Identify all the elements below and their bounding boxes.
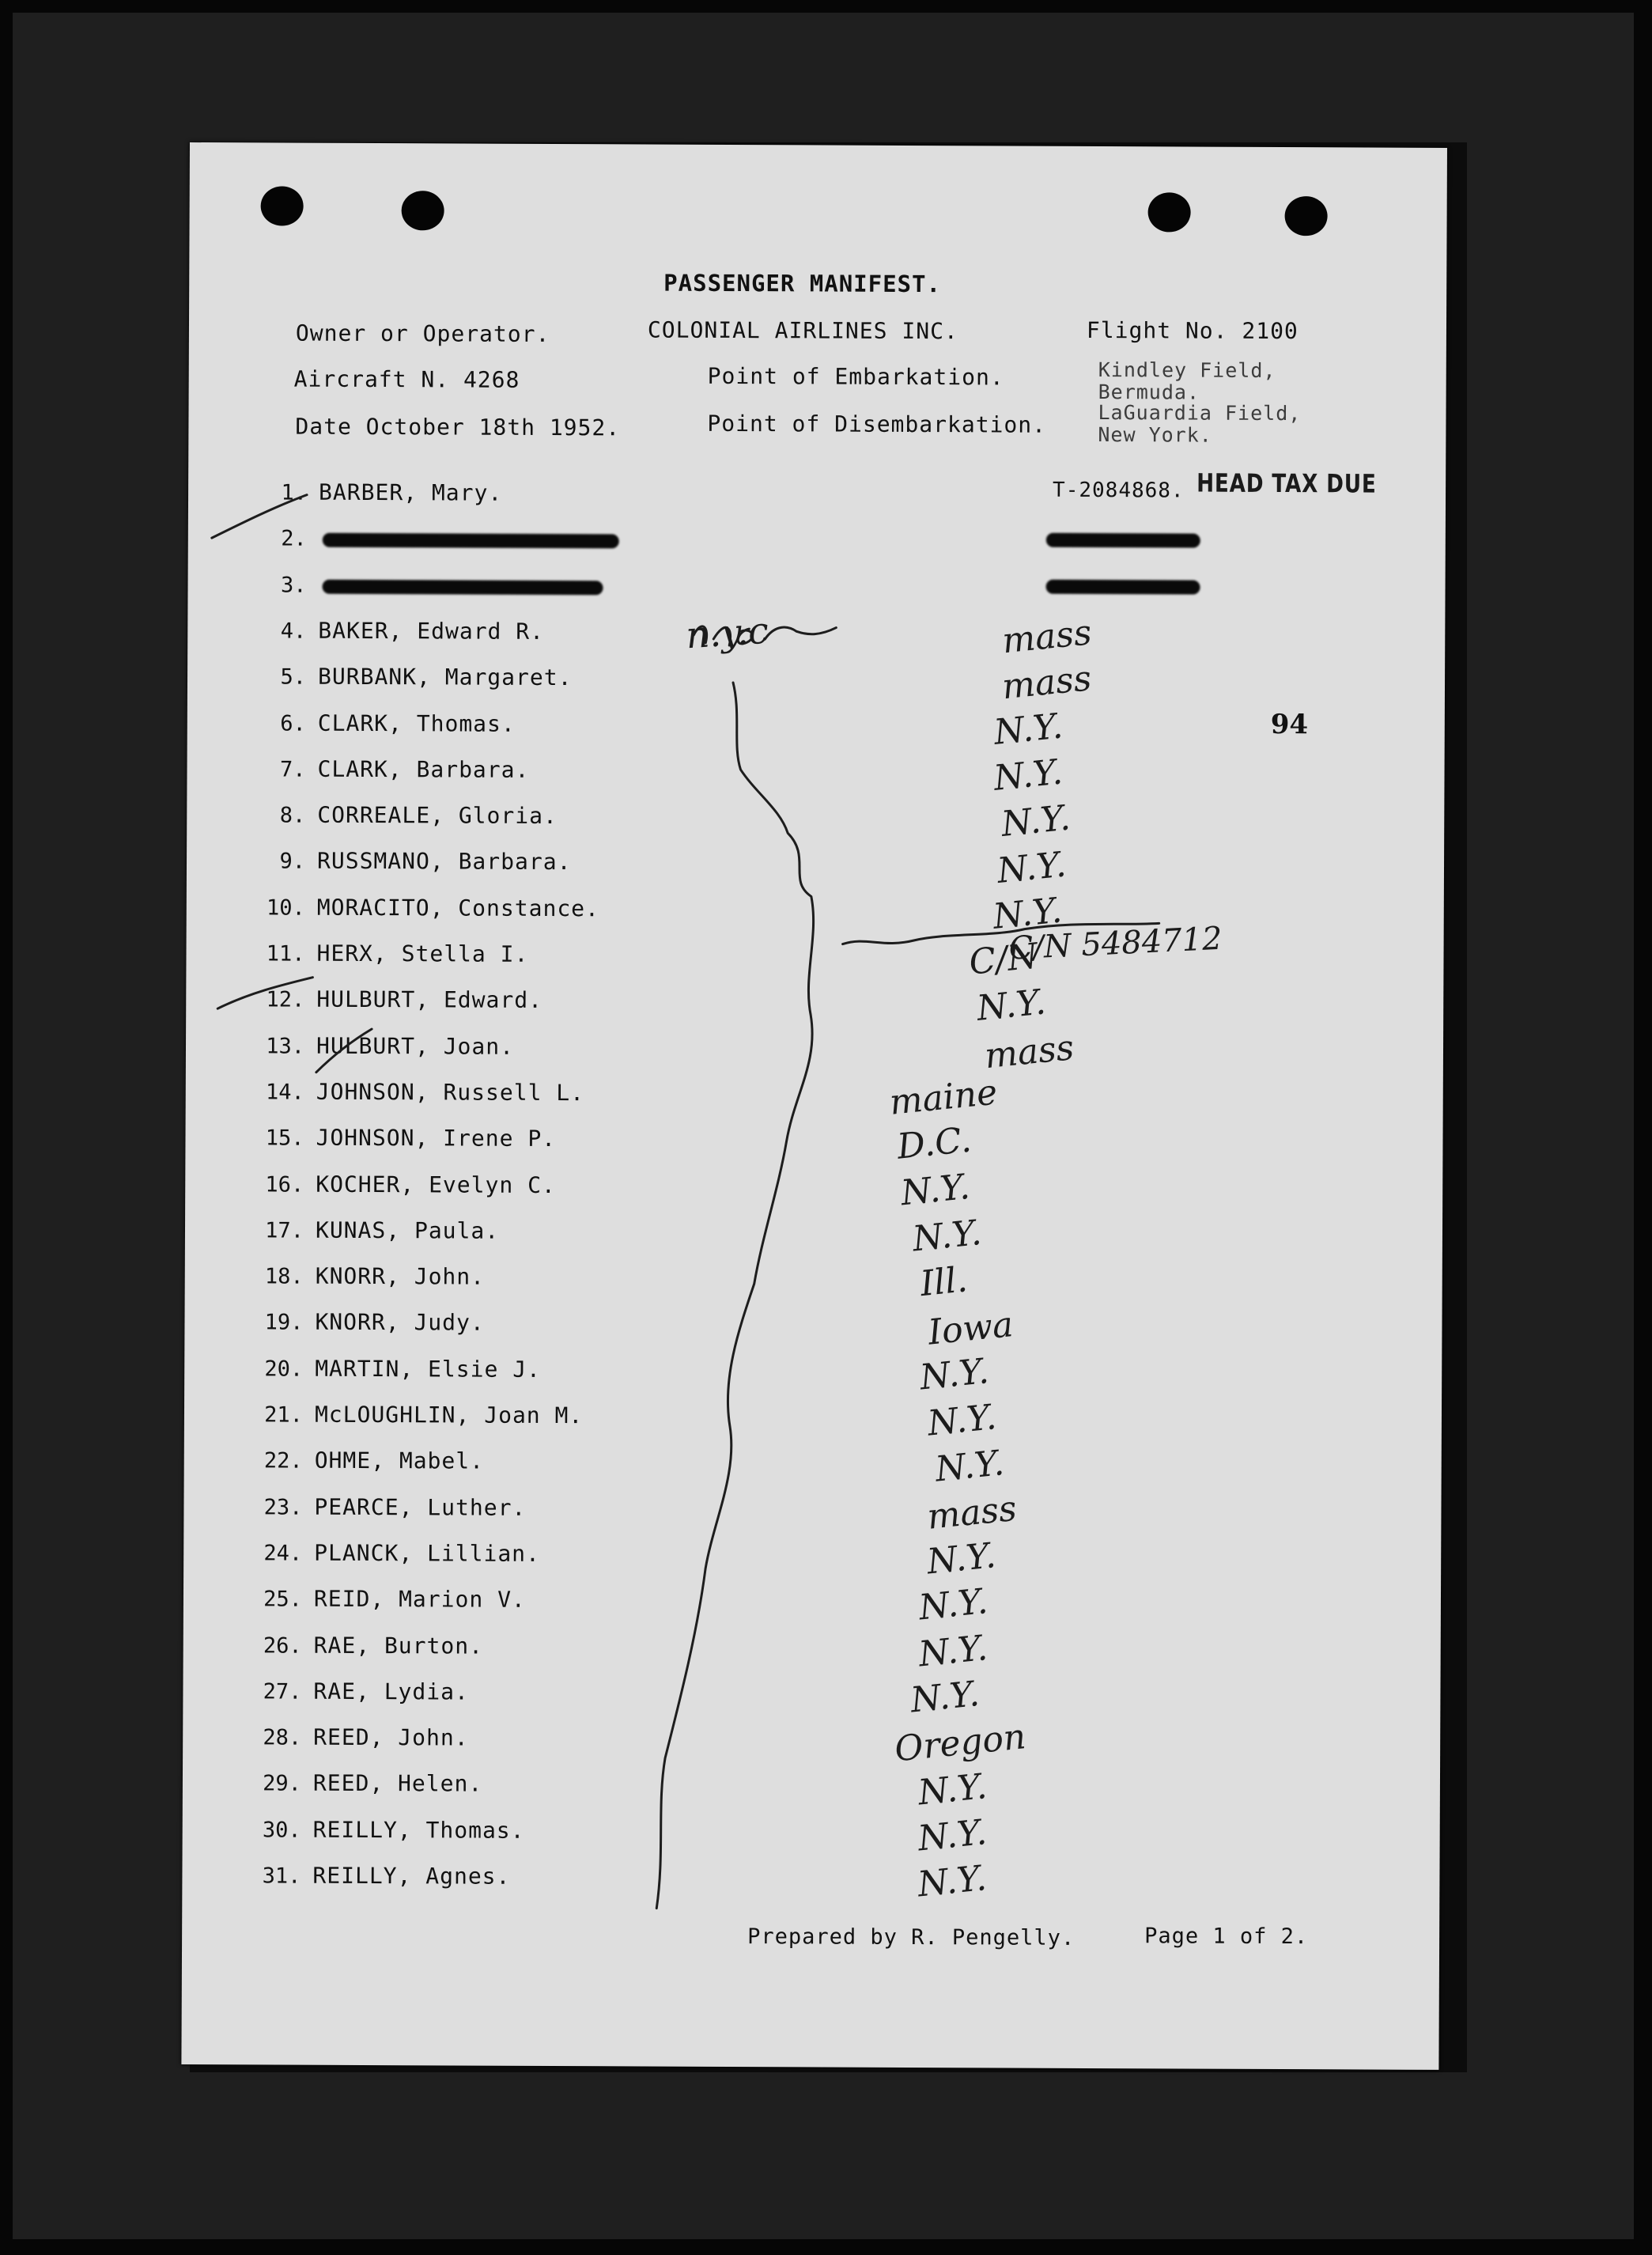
passenger-number: 24. bbox=[263, 1541, 303, 1566]
passenger-name: McLOUGHLIN, Joan M. bbox=[314, 1401, 584, 1429]
embarkation-value: Kindley Field, bbox=[1098, 358, 1276, 382]
passenger-name: KOCHER, Evelyn C. bbox=[316, 1171, 556, 1198]
passenger-name: CLARK, Barbara. bbox=[317, 755, 530, 783]
handwritten-note: N.Y. bbox=[995, 843, 1068, 891]
passenger-number: 3. bbox=[280, 573, 307, 598]
disembarkation-label: Point of Disembarkation. bbox=[707, 410, 1047, 438]
handwritten-note: N.Y. bbox=[999, 797, 1072, 846]
embarkation-value: Bermuda. bbox=[1098, 380, 1200, 404]
handwritten-note: Iowa bbox=[926, 1303, 1015, 1353]
passenger-number: 27. bbox=[263, 1679, 302, 1704]
handwritten-note: N.Y. bbox=[991, 890, 1064, 937]
passenger-name: JOHNSON, Russell L. bbox=[316, 1078, 585, 1107]
passenger-number: 25. bbox=[263, 1587, 303, 1612]
passenger-name: RAE, Lydia. bbox=[313, 1678, 469, 1705]
passenger-name: KUNAS, Paula. bbox=[315, 1216, 500, 1244]
passenger-name: HULBURT, Joan. bbox=[316, 1032, 515, 1060]
handwritten-note: N.Y. bbox=[916, 1811, 989, 1860]
passenger-number: 13. bbox=[266, 1034, 305, 1059]
passenger-name: BARBER, Mary. bbox=[319, 479, 503, 506]
passenger-name: REID, Marion V. bbox=[313, 1585, 526, 1614]
ticket-number: T-2084868. bbox=[1053, 478, 1185, 503]
prepared-by: Prepared by R. Pengelly. bbox=[747, 1924, 1076, 1950]
passenger-name: OHME, Mabel. bbox=[314, 1447, 485, 1474]
handwritten-note: N.Y. bbox=[916, 1765, 989, 1813]
passenger-number: 19. bbox=[264, 1310, 304, 1336]
handwritten-note: mass bbox=[925, 1488, 1019, 1538]
handwritten-note: N.Y. bbox=[933, 1443, 1007, 1490]
passenger-number: 22. bbox=[263, 1448, 303, 1474]
passenger-name: HERX, Stella I. bbox=[316, 940, 529, 967]
passenger-name: BURBANK, Margaret. bbox=[317, 663, 573, 691]
passenger-name: REED, Helen. bbox=[312, 1770, 483, 1798]
passenger-name: HULBURT, Edward. bbox=[316, 986, 543, 1014]
passenger-name: RUSSMANO, Barbara. bbox=[316, 848, 572, 876]
passenger-number: 9. bbox=[279, 849, 306, 875]
handwritten-note: Oregon bbox=[893, 1716, 1028, 1770]
handwritten-note: N.Y. bbox=[925, 1397, 999, 1444]
handwritten-note: N.Y. bbox=[992, 705, 1065, 753]
handwritten-note: Ill. bbox=[918, 1259, 970, 1305]
handwritten-note: N.Y. bbox=[924, 1535, 998, 1583]
passenger-name: KNORR, John. bbox=[315, 1262, 486, 1290]
passenger-number: 29. bbox=[263, 1771, 302, 1797]
passenger-number: 17. bbox=[265, 1218, 304, 1243]
passenger-number: 2. bbox=[281, 526, 307, 551]
handwritten-note: N.Y. bbox=[909, 1673, 981, 1721]
handwritten-note: n.y.c bbox=[684, 608, 770, 657]
passenger-name: CORREALE, Gloria. bbox=[317, 801, 558, 830]
passenger-name: MARTIN, Elsie J. bbox=[315, 1355, 542, 1383]
handwriting-layer bbox=[181, 142, 1447, 2070]
passenger-name: JOHNSON, Irene P. bbox=[316, 1124, 557, 1152]
passenger-number: 20. bbox=[264, 1356, 304, 1382]
passenger-number: 12. bbox=[266, 987, 305, 1012]
passenger-name: PEARCE, Luther. bbox=[314, 1493, 527, 1521]
owner-label: Owner or Operator. bbox=[295, 320, 550, 347]
handwritten-note: N.Y. bbox=[992, 751, 1064, 799]
passenger-number: 11. bbox=[266, 941, 305, 967]
passenger-number: 23. bbox=[263, 1495, 303, 1520]
disembarkation-value: New York. bbox=[1098, 423, 1212, 447]
passenger-number: 6. bbox=[280, 711, 306, 736]
passenger-name: REILLY, Thomas. bbox=[312, 1816, 525, 1844]
handwritten-note: maine bbox=[887, 1072, 1000, 1123]
manifest-title: PASSENGER MANIFEST. bbox=[663, 269, 942, 298]
passenger-name: REED, John. bbox=[313, 1723, 469, 1751]
passenger-name: PLANCK, Lillian. bbox=[314, 1539, 541, 1567]
passenger-number: 28. bbox=[263, 1725, 302, 1750]
passenger-number: 16. bbox=[265, 1171, 304, 1197]
passenger-name: MORACITO, Constance. bbox=[316, 894, 600, 921]
passenger-number: 8. bbox=[279, 803, 306, 828]
passenger-number: 10. bbox=[266, 895, 305, 921]
passenger-number: 14. bbox=[265, 1080, 304, 1105]
handwritten-note: N.Y. bbox=[916, 1858, 989, 1905]
passenger-number: 21. bbox=[264, 1402, 304, 1428]
handwritten-note: mass bbox=[1000, 612, 1094, 662]
passenger-name: RAE, Burton. bbox=[313, 1632, 484, 1659]
passenger-name: REILLY, Agnes. bbox=[312, 1862, 511, 1890]
handwritten-note: mass bbox=[1000, 658, 1094, 708]
passenger-number: 18. bbox=[264, 1264, 304, 1289]
owner-value: COLONIAL AIRLINES INC. bbox=[647, 316, 958, 345]
handwritten-note: mass bbox=[982, 1027, 1076, 1076]
handwritten-note: N.Y. bbox=[898, 1166, 972, 1213]
checkmark bbox=[316, 1029, 372, 1073]
passenger-number: 26. bbox=[263, 1633, 302, 1659]
passenger-number: 15. bbox=[265, 1126, 304, 1151]
head-tax-stamp: HEAD TAX DUE bbox=[1196, 467, 1377, 499]
passenger-number: 4. bbox=[280, 619, 307, 644]
passenger-number: 31. bbox=[262, 1863, 301, 1889]
handwritten-note: N.Y. bbox=[917, 1627, 990, 1675]
passenger-name: BAKER, Edward R. bbox=[318, 617, 545, 645]
passenger-number: 7. bbox=[279, 757, 306, 782]
page-indicator: Page 1 of 2. bbox=[1144, 1924, 1309, 1950]
embarkation-label: Point of Embarkation. bbox=[707, 362, 1004, 391]
handwritten-note: C/N 5484712 bbox=[1007, 920, 1223, 967]
checkmark bbox=[212, 494, 307, 539]
handwriting-long-line bbox=[656, 683, 815, 1909]
manifest-page bbox=[181, 142, 1447, 2070]
handwritten-note: N.Y. bbox=[917, 1350, 991, 1398]
passenger-name: KNORR, Judy. bbox=[315, 1309, 485, 1337]
handwritten-note: C/N bbox=[967, 936, 1040, 983]
handwritten-note: N.Y. bbox=[974, 982, 1048, 1030]
handwritten-note: N.Y. bbox=[910, 1212, 984, 1260]
checkmark bbox=[217, 977, 312, 1009]
passenger-number: 30. bbox=[262, 1818, 301, 1843]
aircraft-number: Aircraft N. 4268 bbox=[293, 365, 520, 393]
page-number-stamp: 94 bbox=[1270, 708, 1309, 741]
passenger-number: 5. bbox=[280, 664, 307, 690]
handwritten-note: D.C. bbox=[895, 1119, 973, 1167]
handwritten-note: N.Y. bbox=[917, 1581, 990, 1629]
disembarkation-value: LaGuardia Field, bbox=[1098, 401, 1302, 426]
passenger-number: 1. bbox=[281, 480, 308, 505]
flight-number: Flight No. 2100 bbox=[1086, 316, 1299, 345]
manifest-date: Date October 18th 1952. bbox=[295, 413, 621, 441]
passenger-name: CLARK, Thomas. bbox=[317, 709, 516, 737]
